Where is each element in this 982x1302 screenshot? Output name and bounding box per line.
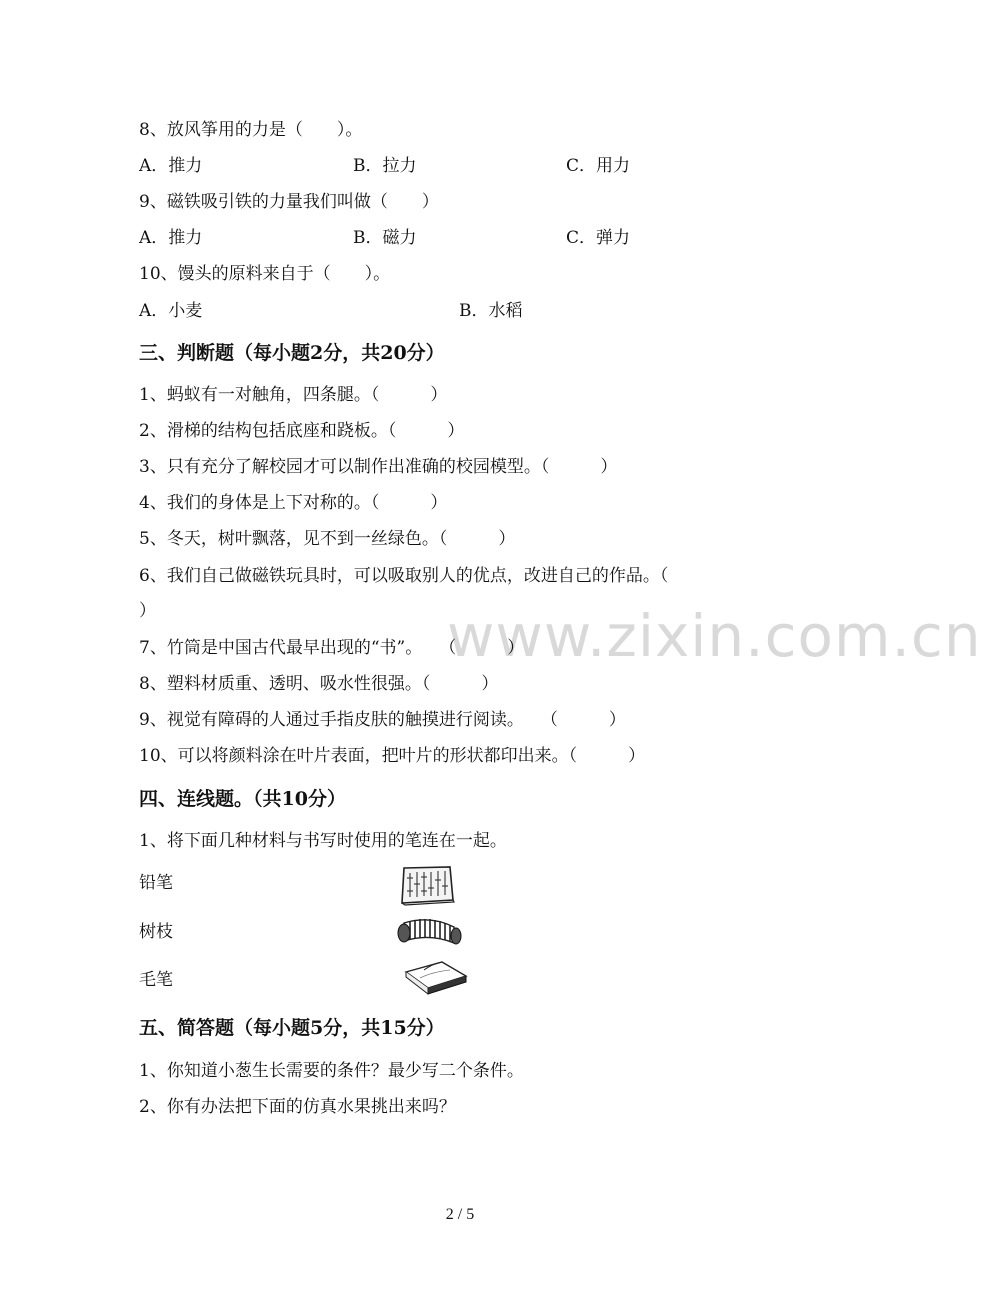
match-left-item: 毛笔 [139,970,173,990]
section-short-heading: 五、简答题（每小题5分，共15分） [139,1017,445,1039]
judge-item: 1、蚂蚁有一对触角，四条腿。（ ） [139,385,448,405]
match-left-item: 铅笔 [139,873,173,893]
option-8b: B．拉力 [353,156,417,176]
question-9: 9、磁铁吸引铁的力量我们叫做（ ） [139,192,439,212]
judge-item: 3、只有充分了解校园才可以制作出准确的校园模型。（ ） [139,457,618,477]
section-match-heading: 四、连线题。（共10分） [139,788,346,810]
judge-item: 7、竹筒是中国古代最早出现的“书”。 （ ） [139,638,525,658]
judge-item: 5、冬天，树叶飘落，见不到一丝绿色。（ ） [139,529,516,549]
judge-item: 9、视觉有障碍的人通过手指皮肤的触摸进行阅读。 （ ） [139,710,626,730]
bamboo-scroll-icon [396,913,462,949]
option-10b: B．水稻 [459,301,523,321]
match-prompt: 1、将下面几种材料与书写时使用的笔连在一起。 [139,831,507,851]
judge-item: 6、我们自己做磁铁玩具时，可以吸取别人的优点，改进自己的作品。（ [139,566,669,586]
option-9a: A．推力 [139,228,203,248]
match-left-item: 树枝 [139,922,173,942]
question-10: 10、馒头的原料来自于（ ）。 [139,264,391,284]
short-item: 1、你知道小葱生长需要的条件？最少写二个条件。 [139,1061,524,1081]
judge-item: 4、我们的身体是上下对称的。（ ） [139,493,448,513]
page-number: 2 / 5 [445,1206,475,1223]
judge-item: 10、可以将颜料涂在叶片表面，把叶片的形状都印出来。（ ） [139,746,646,766]
option-9c: C．弹力 [566,228,631,248]
judge-item: 8、塑料材质重、透明、吸水性很强。（ ） [139,674,499,694]
judge-item-continuation: ） [139,601,156,621]
judge-item: 2、滑梯的结构包括底座和跷板。（ ） [139,421,465,441]
paper-book-icon [402,958,470,998]
option-9b: B．磁力 [353,228,417,248]
question-8: 8、放风筝用的力是（ ）。 [139,120,363,140]
option-8c: C．用力 [566,156,631,176]
watermark: www.zixin.com.cn [447,602,982,670]
section-judge-heading: 三、判断题（每小题2分，共20分） [139,342,445,364]
short-item: 2、你有办法把下面的仿真水果挑出来吗？ [139,1097,456,1117]
option-10a: A．小麦 [139,301,203,321]
clay-tablet-icon [398,864,456,906]
option-8a: A．推力 [139,156,203,176]
